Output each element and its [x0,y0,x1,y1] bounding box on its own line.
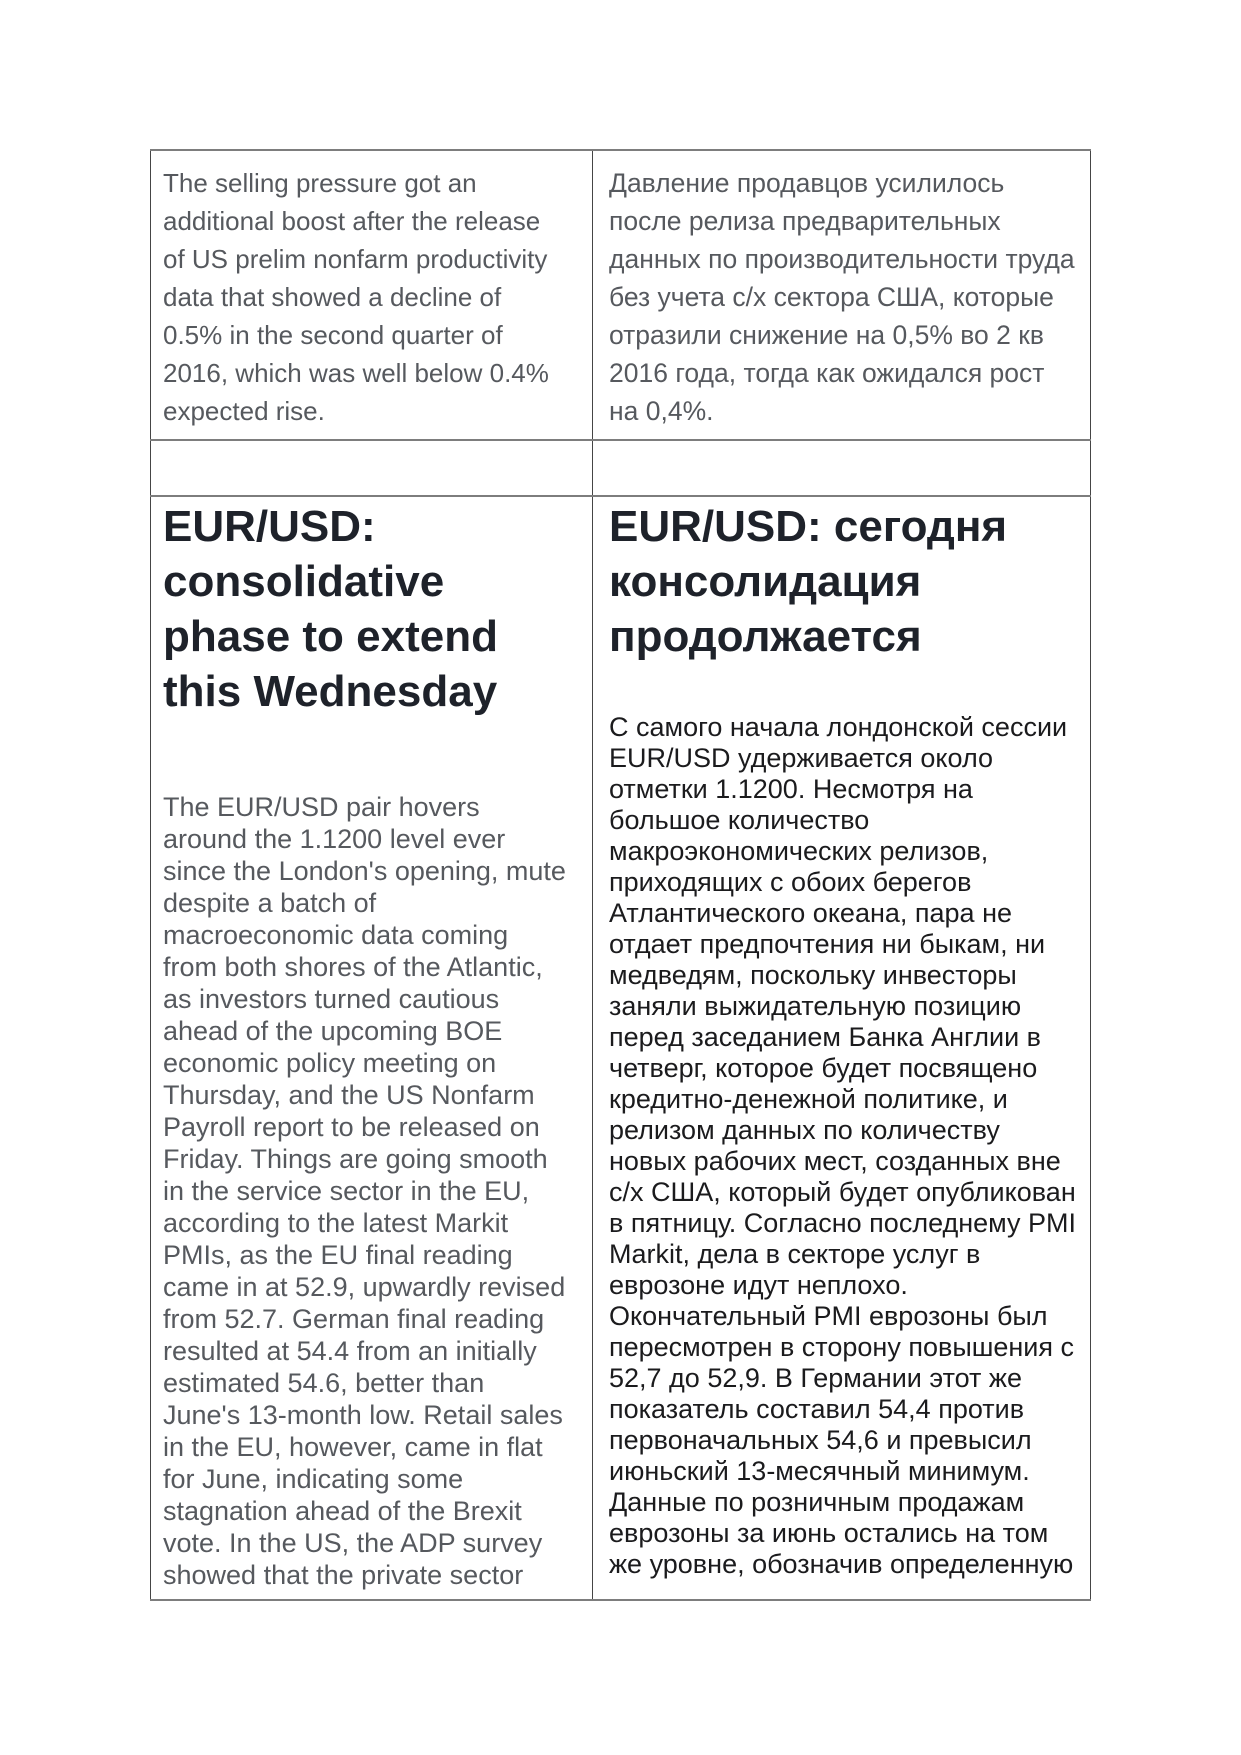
paragraph-pressure-russian: Давление продавцов усилилось после релиза предварительных данных по производительности труда без учета с/х сектора США, которые отразили снижение на 0,5% во 2 кв 2016 года, тогда как ожидался рост на 0,4%. [609,168,1075,426]
article-body-russian: С самого начала лондонской сессии EUR/USD удерживается около отметки 1.1200. Несмотря на большое количество макроэкономических релизов, приходящих с обоих берегов Атлантического океана, пара не отдает предпочтения ни быкам, ни медведям, поскольку инвесторы заняли выжидательную позицию перед заседанием Банка Англии в четверг, которое будет посвящено кредитно-денежной политике, и релизом данных по количеству новых рабочих мест, созданных вне с/х США, который будет опубликован в пятницу. Согласно последнему PMI Markit, дела в секторе услуг в еврозоне идут неплохо. Окончательный PMI еврозоны был пересмотрен в сторону повышения с 52,7 до 52,9. В Германии этот же показатель составил 54,4 против первоначальных 54,6 и превысил июньский 13-месячный минимум. Данные по розничным продажам еврозоны за июнь остались на том же уровне, обозначив определенную [609,712,1077,1579]
article-body-english: The EUR/USD pair hovers around the 1.1200 level ever since the London's opening, mute despite a batch of macroeconomic data coming from both shores of the Atlantic, as investors turned cautious ahead of the upcoming BOE economic policy meeting on Thursday, and the US Nonfarm Payroll report to be released on Friday. Things are going smooth in the service sector in the EU, according to the latest Markit PMIs, as the EU final reading came in at 52.9, upwardly revised from 52.7. German final reading resulted at 54.4 from an initially estimated 54.6, better than June's 13-month low. Retail sales in the EU, however, came in flat for June, indicating some stagnation ahead of the Brexit vote. In the US, the ADP survey showed that the private sector [163,792,566,1590]
table-row-article [150,497,1091,1601]
table-row-pressure [150,151,1091,441]
paragraph-pressure-english: The selling pressure got an additional boost after the release of US prelim nonfarm productivity data that showed a decline of 0.5% in the second quarter of 2016, which was well below 0.4% expected rise. [163,168,549,426]
cell-pressure-russian [592,151,1091,439]
translation-table [150,149,1091,1601]
table-row-empty [150,441,1091,497]
cell-article-russian [592,497,1091,1599]
article-title-english: EUR/USD: consolidative phase to extend this Wednesday [163,502,498,716]
cell-empty-right [592,441,1091,495]
cell-pressure-english [150,151,592,439]
cell-empty-left [150,441,592,495]
article-title-russian: EUR/USD: сегодня консолидация продолжается [609,502,1008,661]
cell-article-english [150,497,592,1599]
